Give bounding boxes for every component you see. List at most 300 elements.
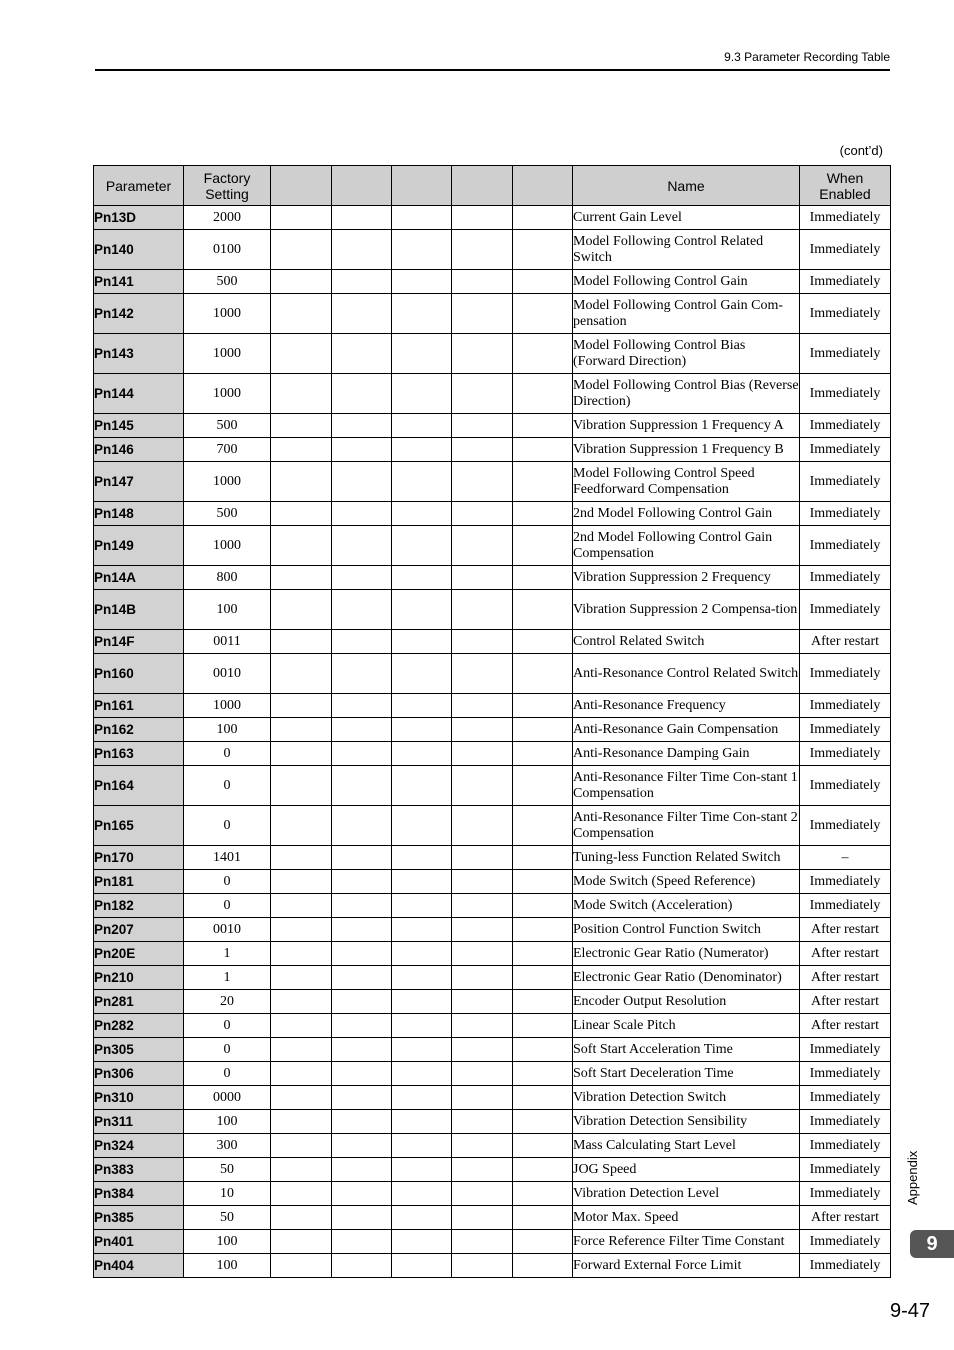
factory-setting-cell: 0: [184, 1062, 271, 1086]
factory-setting-cell: 1000: [184, 374, 271, 414]
name-cell: Current Gain Level: [573, 206, 800, 230]
record-cell: [332, 502, 392, 526]
record-cell: [271, 590, 332, 630]
record-cell: [392, 966, 452, 990]
factory-setting-cell: 100: [184, 718, 271, 742]
record-cell: [332, 918, 392, 942]
name-cell: Anti-Resonance Gain Compensation: [573, 718, 800, 742]
factory-setting-cell: 1000: [184, 462, 271, 502]
table-row: [94, 1182, 891, 1206]
name-cell: Vibration Suppression 1 Frequency A: [573, 414, 800, 438]
record-cell: [271, 918, 332, 942]
when-enabled-cell: Immediately: [800, 230, 891, 270]
parameter-cell: Pn144: [94, 374, 184, 414]
parameter-cell: Pn401: [94, 1230, 184, 1254]
record-cell: [332, 334, 392, 374]
parameter-cell: Pn311: [94, 1110, 184, 1134]
table-row: [94, 1206, 891, 1230]
name-cell: Mode Switch (Acceleration): [573, 894, 800, 918]
record-cell: [513, 462, 573, 502]
record-cell: [513, 334, 573, 374]
col-header-blank: [271, 166, 332, 206]
record-cell: [392, 1182, 452, 1206]
table-row: [94, 502, 891, 526]
factory-setting-cell: 500: [184, 414, 271, 438]
factory-setting-cell: 300: [184, 1134, 271, 1158]
parameter-cell: Pn164: [94, 766, 184, 806]
parameter-table: [93, 165, 891, 1278]
record-cell: [513, 742, 573, 766]
record-cell: [452, 1086, 513, 1110]
record-cell: [332, 1086, 392, 1110]
parameter-cell: Pn385: [94, 1206, 184, 1230]
record-cell: [452, 1110, 513, 1134]
name-cell: Soft Start Acceleration Time: [573, 1038, 800, 1062]
record-cell: [452, 654, 513, 694]
factory-setting-cell: 0: [184, 1014, 271, 1038]
record-cell: [452, 1158, 513, 1182]
record-cell: [271, 894, 332, 918]
factory-setting-cell: 1000: [184, 526, 271, 566]
when-enabled-cell: After restart: [800, 942, 891, 966]
factory-setting-cell: 100: [184, 590, 271, 630]
record-cell: [513, 590, 573, 630]
name-cell: Encoder Output Resolution: [573, 990, 800, 1014]
table-row: [94, 1038, 891, 1062]
name-cell: Model Following Control Gain: [573, 270, 800, 294]
col-header-blank: [392, 166, 452, 206]
parameter-cell: Pn163: [94, 742, 184, 766]
record-cell: [271, 374, 332, 414]
record-cell: [452, 590, 513, 630]
parameter-cell: Pn20E: [94, 942, 184, 966]
record-cell: [452, 966, 513, 990]
record-cell: [513, 1110, 573, 1134]
record-cell: [332, 1158, 392, 1182]
name-cell: Motor Max. Speed: [573, 1206, 800, 1230]
factory-setting-cell: 0000: [184, 1086, 271, 1110]
when-enabled-cell: Immediately: [800, 694, 891, 718]
record-cell: [452, 718, 513, 742]
record-cell: [392, 590, 452, 630]
record-cell: [332, 742, 392, 766]
name-cell: Electronic Gear Ratio (Numerator): [573, 942, 800, 966]
name-cell: Anti-Resonance Frequency: [573, 694, 800, 718]
record-cell: [332, 1062, 392, 1086]
parameter-cell: Pn310: [94, 1086, 184, 1110]
record-cell: [452, 990, 513, 1014]
parameter-cell: Pn305: [94, 1038, 184, 1062]
record-cell: [513, 694, 573, 718]
record-cell: [513, 806, 573, 846]
record-cell: [332, 1230, 392, 1254]
record-cell: [392, 718, 452, 742]
record-cell: [332, 374, 392, 414]
record-cell: [271, 206, 332, 230]
parameter-cell: Pn140: [94, 230, 184, 270]
record-cell: [392, 806, 452, 846]
name-cell: Vibration Detection Sensibility: [573, 1110, 800, 1134]
record-cell: [513, 718, 573, 742]
record-cell: [271, 846, 332, 870]
record-cell: [332, 1134, 392, 1158]
record-cell: [513, 230, 573, 270]
record-cell: [452, 806, 513, 846]
record-cell: [392, 870, 452, 894]
factory-setting-cell: 20: [184, 990, 271, 1014]
record-cell: [452, 1206, 513, 1230]
record-cell: [332, 230, 392, 270]
when-enabled-cell: Immediately: [800, 894, 891, 918]
factory-setting-cell: 50: [184, 1158, 271, 1182]
record-cell: [513, 918, 573, 942]
record-cell: [513, 894, 573, 918]
when-enabled-cell: Immediately: [800, 502, 891, 526]
factory-setting-cell: 100: [184, 1230, 271, 1254]
record-cell: [513, 766, 573, 806]
table-row: [94, 1062, 891, 1086]
record-cell: [392, 990, 452, 1014]
name-cell: Anti-Resonance Control Related Switch: [573, 654, 800, 694]
record-cell: [332, 1038, 392, 1062]
table-row: [94, 718, 891, 742]
name-cell: Anti-Resonance Filter Time Con-stant 2 Compensation: [573, 806, 800, 846]
factory-setting-cell: 800: [184, 566, 271, 590]
record-cell: [392, 1254, 452, 1278]
table-row: [94, 1254, 891, 1278]
parameter-cell: Pn207: [94, 918, 184, 942]
table-row: [94, 1086, 891, 1110]
name-cell: Mass Calculating Start Level: [573, 1134, 800, 1158]
parameter-cell: Pn149: [94, 526, 184, 566]
record-cell: [332, 414, 392, 438]
record-cell: [452, 1038, 513, 1062]
header-rule: [95, 69, 890, 71]
record-cell: [452, 414, 513, 438]
record-cell: [332, 1206, 392, 1230]
record-cell: [452, 742, 513, 766]
factory-setting-cell: 2000: [184, 206, 271, 230]
table-row: [94, 630, 891, 654]
record-cell: [513, 1014, 573, 1038]
table-row: [94, 414, 891, 438]
record-cell: [513, 438, 573, 462]
record-cell: [271, 230, 332, 270]
record-cell: [332, 870, 392, 894]
parameter-cell: Pn162: [94, 718, 184, 742]
when-enabled-cell: Immediately: [800, 590, 891, 630]
record-cell: [332, 966, 392, 990]
record-cell: [513, 294, 573, 334]
record-cell: [332, 846, 392, 870]
record-cell: [513, 990, 573, 1014]
table-row: [94, 206, 891, 230]
record-cell: [392, 630, 452, 654]
record-cell: [332, 1254, 392, 1278]
when-enabled-cell: After restart: [800, 918, 891, 942]
record-cell: [332, 1014, 392, 1038]
parameter-cell: Pn306: [94, 1062, 184, 1086]
table-row: [94, 230, 891, 270]
when-enabled-cell: Immediately: [800, 1134, 891, 1158]
factory-setting-cell: 1000: [184, 294, 271, 334]
record-cell: [452, 942, 513, 966]
table-row: [94, 1014, 891, 1038]
parameter-cell: Pn14A: [94, 566, 184, 590]
record-cell: [513, 1086, 573, 1110]
record-cell: [271, 270, 332, 294]
parameter-cell: Pn324: [94, 1134, 184, 1158]
when-enabled-cell: Immediately: [800, 1182, 891, 1206]
record-cell: [392, 438, 452, 462]
record-cell: [452, 230, 513, 270]
when-enabled-cell: Immediately: [800, 270, 891, 294]
record-cell: [332, 694, 392, 718]
when-enabled-cell: Immediately: [800, 334, 891, 374]
record-cell: [392, 1038, 452, 1062]
record-cell: [271, 1182, 332, 1206]
factory-setting-cell: 0011: [184, 630, 271, 654]
name-cell: Soft Start Deceleration Time: [573, 1062, 800, 1086]
record-cell: [513, 1206, 573, 1230]
factory-setting-cell: 100: [184, 1254, 271, 1278]
when-enabled-cell: After restart: [800, 966, 891, 990]
record-cell: [271, 1110, 332, 1134]
record-cell: [392, 374, 452, 414]
when-enabled-cell: Immediately: [800, 462, 891, 502]
record-cell: [332, 294, 392, 334]
record-cell: [392, 894, 452, 918]
table-row: [94, 742, 891, 766]
record-cell: [513, 630, 573, 654]
when-enabled-cell: Immediately: [800, 1110, 891, 1134]
when-enabled-cell: After restart: [800, 990, 891, 1014]
record-cell: [332, 806, 392, 846]
table-row: [94, 438, 891, 462]
record-cell: [452, 1134, 513, 1158]
record-cell: [271, 742, 332, 766]
record-cell: [271, 694, 332, 718]
table-row: [94, 1134, 891, 1158]
parameter-cell: Pn210: [94, 966, 184, 990]
record-cell: [452, 1182, 513, 1206]
col-header-blank: [452, 166, 513, 206]
name-cell: Tuning-less Function Related Switch: [573, 846, 800, 870]
record-cell: [271, 1206, 332, 1230]
factory-setting-cell: 500: [184, 502, 271, 526]
name-cell: 2nd Model Following Control Gain: [573, 502, 800, 526]
record-cell: [271, 1158, 332, 1182]
parameter-cell: Pn13D: [94, 206, 184, 230]
col-header-blank: [513, 166, 573, 206]
record-cell: [452, 870, 513, 894]
name-cell: Linear Scale Pitch: [573, 1014, 800, 1038]
record-cell: [271, 654, 332, 694]
record-cell: [332, 942, 392, 966]
record-cell: [271, 438, 332, 462]
record-cell: [271, 334, 332, 374]
record-cell: [332, 566, 392, 590]
factory-setting-cell: 0010: [184, 918, 271, 942]
name-cell: Model Following Control Bias (Reverse Direction): [573, 374, 800, 414]
chapter-tab: 9: [910, 1230, 954, 1258]
record-cell: [513, 654, 573, 694]
record-cell: [452, 438, 513, 462]
record-cell: [271, 1134, 332, 1158]
table-row: [94, 590, 891, 630]
factory-setting-cell: 0010: [184, 654, 271, 694]
factory-setting-cell: 700: [184, 438, 271, 462]
table-row: [94, 1110, 891, 1134]
table-row: [94, 566, 891, 590]
parameter-cell: Pn181: [94, 870, 184, 894]
col-header-factory-setting: Factory Setting: [184, 166, 271, 206]
when-enabled-cell: Immediately: [800, 438, 891, 462]
col-header-name: Name: [573, 166, 800, 206]
record-cell: [452, 526, 513, 566]
record-cell: [392, 846, 452, 870]
appendix-side-label: Appendix: [905, 1150, 920, 1205]
record-cell: [332, 590, 392, 630]
record-cell: [271, 1014, 332, 1038]
table-row: [94, 942, 891, 966]
running-header: 9.3 Parameter Recording Table: [724, 50, 890, 64]
record-cell: [271, 1254, 332, 1278]
record-cell: [271, 1062, 332, 1086]
record-cell: [392, 462, 452, 502]
table-row: [94, 918, 891, 942]
record-cell: [392, 918, 452, 942]
factory-setting-cell: 0: [184, 1038, 271, 1062]
parameter-cell: Pn14F: [94, 630, 184, 654]
record-cell: [332, 462, 392, 502]
record-cell: [513, 414, 573, 438]
name-cell: Anti-Resonance Filter Time Con-stant 1 Compensation: [573, 766, 800, 806]
record-cell: [392, 526, 452, 566]
factory-setting-cell: 100: [184, 1110, 271, 1134]
name-cell: Position Control Function Switch: [573, 918, 800, 942]
table-header-row: [94, 166, 891, 206]
name-cell: Vibration Detection Switch: [573, 1086, 800, 1110]
record-cell: [271, 1086, 332, 1110]
record-cell: [271, 414, 332, 438]
when-enabled-cell: Immediately: [800, 526, 891, 566]
factory-setting-cell: 1: [184, 966, 271, 990]
record-cell: [392, 414, 452, 438]
page-number: 9-47: [889, 1300, 930, 1322]
factory-setting-cell: 0: [184, 870, 271, 894]
record-cell: [452, 334, 513, 374]
table-row: [94, 966, 891, 990]
table-row: [94, 526, 891, 566]
parameter-cell: Pn165: [94, 806, 184, 846]
when-enabled-cell: Immediately: [800, 206, 891, 230]
factory-setting-cell: 1000: [184, 694, 271, 718]
name-cell: 2nd Model Following Control Gain Compensation: [573, 526, 800, 566]
parameter-cell: Pn282: [94, 1014, 184, 1038]
record-cell: [452, 918, 513, 942]
record-cell: [513, 374, 573, 414]
name-cell: Model Following Control Speed Feedforward Compensation: [573, 462, 800, 502]
record-cell: [392, 1134, 452, 1158]
table-row: [94, 374, 891, 414]
record-cell: [392, 502, 452, 526]
when-enabled-cell: Immediately: [800, 718, 891, 742]
record-cell: [452, 1014, 513, 1038]
when-enabled-cell: Immediately: [800, 742, 891, 766]
record-cell: [452, 1062, 513, 1086]
record-cell: [513, 526, 573, 566]
parameter-cell: Pn383: [94, 1158, 184, 1182]
name-cell: Mode Switch (Speed Reference): [573, 870, 800, 894]
record-cell: [271, 294, 332, 334]
parameter-cell: Pn170: [94, 846, 184, 870]
record-cell: [392, 1110, 452, 1134]
when-enabled-cell: Immediately: [800, 806, 891, 846]
col-header-parameter: Parameter: [94, 166, 184, 206]
record-cell: [271, 526, 332, 566]
factory-setting-cell: 0: [184, 806, 271, 846]
record-cell: [392, 270, 452, 294]
record-cell: [271, 1230, 332, 1254]
record-cell: [332, 990, 392, 1014]
name-cell: Anti-Resonance Damping Gain: [573, 742, 800, 766]
table-row: [94, 1230, 891, 1254]
record-cell: [332, 894, 392, 918]
parameter-cell: Pn182: [94, 894, 184, 918]
record-cell: [513, 566, 573, 590]
name-cell: Force Reference Filter Time Constant: [573, 1230, 800, 1254]
record-cell: [513, 846, 573, 870]
parameter-cell: Pn141: [94, 270, 184, 294]
record-cell: [392, 654, 452, 694]
table-row: [94, 990, 891, 1014]
col-header-when-enabled: When Enabled: [800, 166, 891, 206]
factory-setting-cell: 0: [184, 766, 271, 806]
when-enabled-cell: Immediately: [800, 1254, 891, 1278]
parameter-cell: Pn160: [94, 654, 184, 694]
record-cell: [271, 806, 332, 846]
table-row: [94, 334, 891, 374]
record-cell: [392, 1230, 452, 1254]
record-cell: [271, 718, 332, 742]
when-enabled-cell: Immediately: [800, 1158, 891, 1182]
name-cell: Vibration Suppression 2 Compensa-tion: [573, 590, 800, 630]
when-enabled-cell: Immediately: [800, 1038, 891, 1062]
record-cell: [513, 1182, 573, 1206]
factory-setting-cell: 10: [184, 1182, 271, 1206]
factory-setting-cell: 1000: [184, 334, 271, 374]
parameter-cell: Pn147: [94, 462, 184, 502]
name-cell: Vibration Suppression 2 Frequency: [573, 566, 800, 590]
factory-setting-cell: 500: [184, 270, 271, 294]
record-cell: [452, 630, 513, 654]
table-row: [94, 766, 891, 806]
record-cell: [452, 374, 513, 414]
when-enabled-cell: Immediately: [800, 766, 891, 806]
record-cell: [452, 894, 513, 918]
record-cell: [513, 1062, 573, 1086]
table-row: [94, 270, 891, 294]
factory-setting-cell: 0: [184, 742, 271, 766]
factory-setting-cell: 1401: [184, 846, 271, 870]
parameter-cell: Pn146: [94, 438, 184, 462]
name-cell: Vibration Suppression 1 Frequency B: [573, 438, 800, 462]
record-cell: [452, 206, 513, 230]
record-cell: [332, 270, 392, 294]
record-cell: [392, 942, 452, 966]
factory-setting-cell: 0100: [184, 230, 271, 270]
